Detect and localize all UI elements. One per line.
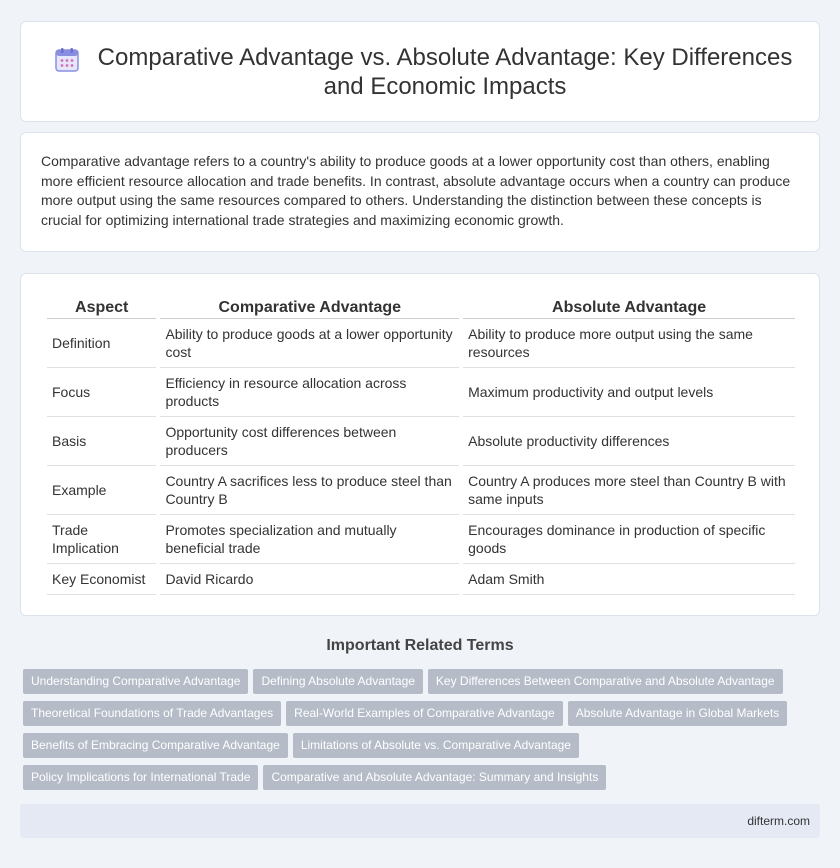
site-link[interactable]: difterm.com — [747, 814, 810, 828]
related-term-link[interactable]: Comparative and Absolute Advantage: Summary and Insights — [263, 765, 606, 790]
cell-comparative: Ability to produce goods at a lower opportunity cost — [160, 319, 459, 368]
cell-aspect: Basis — [47, 417, 156, 466]
cell-aspect: Trade Implication — [47, 515, 156, 564]
table-row — [47, 466, 795, 515]
header-aspect: Aspect — [47, 295, 156, 319]
cell-absolute: Absolute productivity differences — [463, 417, 795, 466]
table-row — [47, 564, 795, 595]
calendar-icon — [54, 47, 80, 73]
related-term-link[interactable]: Real-World Examples of Comparative Advantage — [286, 701, 563, 726]
header-card — [20, 21, 820, 122]
related-term-link[interactable]: Limitations of Absolute vs. Comparative Advantage — [293, 733, 579, 758]
comparison-table — [43, 295, 799, 595]
intro-paragraph: Comparative advantage refers to a country's ability to produce goods at a lower opportunity cost than others, enabling more efficient resource allocation and trade benefits. In contrast, absolute advantage occurs when a country can produce more output using the same resources compared to others. Understanding the distinction between these concepts is crucial for optimizing international trade strategies and maximizing economic growth. — [41, 153, 791, 228]
page-title: Comparative Advantage vs. Absolute Advantage: Key Differences and Economic Impacts — [97, 44, 793, 100]
comparison-table-card — [20, 273, 820, 616]
intro-card — [20, 132, 820, 252]
related-terms-list — [23, 669, 813, 797]
table-row — [47, 417, 795, 466]
table-row — [47, 319, 795, 368]
cell-comparative: Country A sacrifices less to produce steel than Country B — [160, 466, 459, 515]
cell-absolute: Ability to produce more output using the same resources — [463, 319, 795, 368]
cell-absolute: Maximum productivity and output levels — [463, 368, 795, 417]
related-term-link[interactable]: Absolute Advantage in Global Markets — [568, 701, 787, 726]
related-term-link[interactable]: Policy Implications for International Trade — [23, 765, 258, 790]
cell-comparative: Efficiency in resource allocation across products — [160, 368, 459, 417]
table-header-row — [47, 295, 795, 319]
related-term-link[interactable]: Key Differences Between Comparative and Absolute Advantage — [428, 669, 783, 694]
related-term-link[interactable]: Understanding Comparative Advantage — [23, 669, 248, 694]
related-terms-heading: Important Related Terms — [326, 637, 514, 654]
cell-absolute: Encourages dominance in production of specific goods — [463, 515, 795, 564]
cell-comparative: Opportunity cost differences between producers — [160, 417, 459, 466]
related-term-link[interactable]: Theoretical Foundations of Trade Advantages — [23, 701, 281, 726]
cell-comparative: Promotes specialization and mutually beneficial trade — [160, 515, 459, 564]
related-term-link[interactable]: Defining Absolute Advantage — [253, 669, 422, 694]
table-row — [47, 368, 795, 417]
header-comparative: Comparative Advantage — [160, 295, 459, 319]
cell-aspect: Key Economist — [47, 564, 156, 595]
cell-absolute: Country A produces more steel than Country B with same inputs — [463, 466, 795, 515]
cell-comparative: David Ricardo — [160, 564, 459, 595]
table-row — [47, 515, 795, 564]
related-term-link[interactable]: Benefits of Embracing Comparative Advantage — [23, 733, 288, 758]
cell-aspect: Example — [47, 466, 156, 515]
cell-absolute: Adam Smith — [463, 564, 795, 595]
footer — [20, 804, 820, 838]
header-absolute: Absolute Advantage — [463, 295, 795, 319]
cell-aspect: Definition — [47, 319, 156, 368]
cell-aspect: Focus — [47, 368, 156, 417]
